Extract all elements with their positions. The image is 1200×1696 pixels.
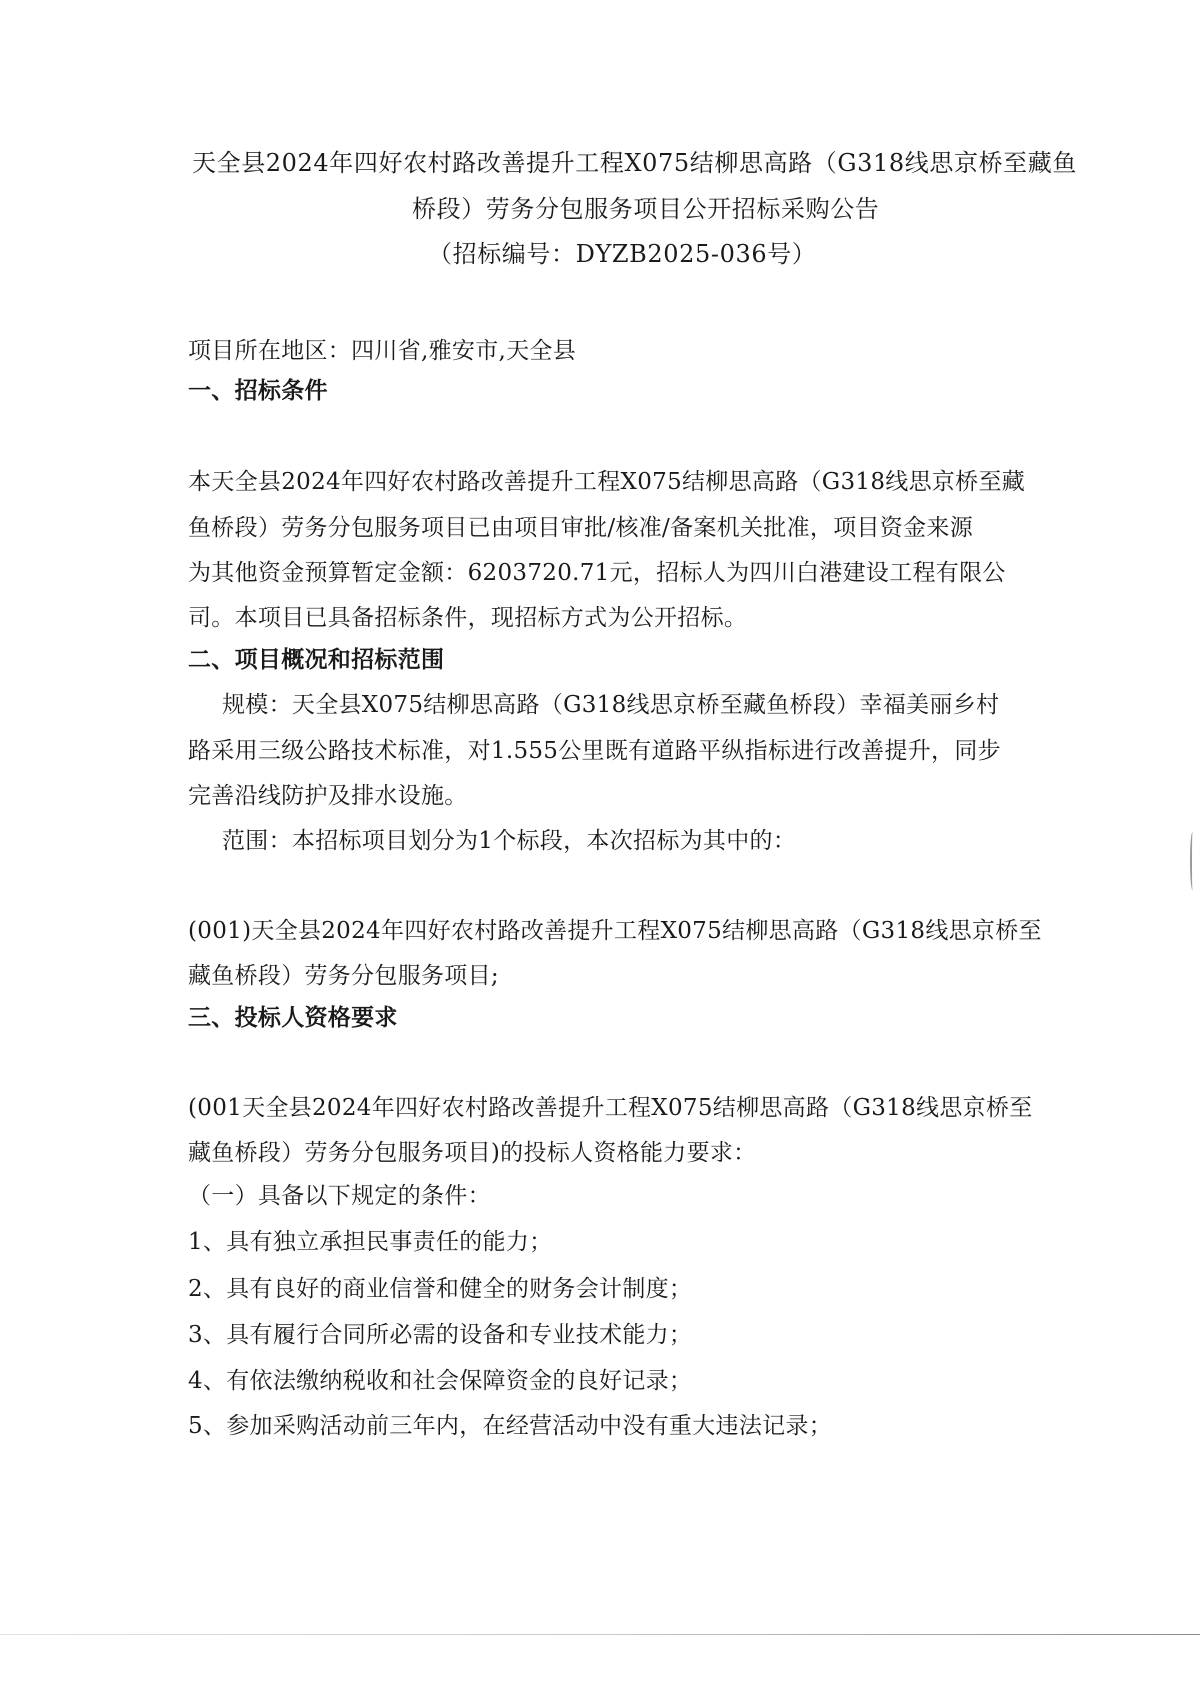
section-2-heading: 二、项目概况和招标范围 xyxy=(188,647,445,673)
section-1-line: 为其他资金预算暂定金额：6203720.71元，招标人为四川白港建设工程有限公 xyxy=(188,560,1006,586)
scan-bottom-rule xyxy=(0,1634,1200,1635)
section-1-line: 司。本项目已具备招标条件，现招标方式为公开招标。 xyxy=(188,605,748,631)
qualification-item: 5、参加采购活动前三年内，在经营活动中没有重大违法记录； xyxy=(188,1413,833,1439)
scan-edge-mark xyxy=(1190,832,1195,890)
project-location: 项目所在地区：四川省,雅安市,天全县 xyxy=(188,338,577,364)
qualification-item: 3、具有履行合同所必需的设备和专业技术能力； xyxy=(188,1322,693,1348)
section-1-line: 鱼桥段）劳务分包服务项目已由项目审批/核准/备案机关批准，项目资金来源 xyxy=(188,515,973,541)
tender-number: （招标编号：DYZB2025-036号） xyxy=(428,240,817,268)
tender-scope: 范围：本招标项目划分为1个标段，本次招标为其中的： xyxy=(222,828,797,854)
section-1-line: 本天全县2024年四好农村路改善提升工程X075结柳思高路（G318线思京桥至藏 xyxy=(188,469,1026,495)
project-scale-line: 规模：天全县X075结柳思高路（G318线思京桥至藏鱼桥段）幸福美丽乡村 xyxy=(222,692,1000,718)
qualification-item: 4、有依法缴纳税收和社会保障资金的良好记录； xyxy=(188,1368,693,1394)
section-3-heading: 三、投标人资格要求 xyxy=(188,1005,398,1031)
qualification-item: 2、具有良好的商业信誉和健全的财务会计制度； xyxy=(188,1276,693,1302)
qualification-item: 1、具有独立承担民事责任的能力； xyxy=(188,1229,553,1255)
document-title-line-2: 桥段）劳务分包服务项目公开招标采购公告 xyxy=(412,195,880,223)
qualification-intro-line: 藏鱼桥段）劳务分包服务项目)的投标人资格能力要求： xyxy=(188,1140,757,1166)
lot-description-line: (001)天全县2024年四好农村路改善提升工程X075结柳思高路（G318线思京桥至 xyxy=(188,918,1042,944)
project-scale-line: 完善沿线防护及排水设施。 xyxy=(188,783,468,809)
qualification-sub-heading: （一）具备以下规定的条件： xyxy=(188,1183,491,1209)
lot-description-line: 藏鱼桥段）劳务分包服务项目; xyxy=(188,963,499,989)
section-1-heading: 一、招标条件 xyxy=(188,378,328,404)
qualification-intro-line: (001天全县2024年四好农村路改善提升工程X075结柳思高路（G318线思京桥至 xyxy=(188,1095,1033,1121)
project-scale-line: 路采用三级公路技术标准，对1.555公里既有道路平纵指标进行改善提升，同步 xyxy=(188,738,1001,764)
document-title-line-1: 天全县2024年四好农村路改善提升工程X075结柳思高路（G318线思京桥至藏鱼 xyxy=(192,149,1077,177)
